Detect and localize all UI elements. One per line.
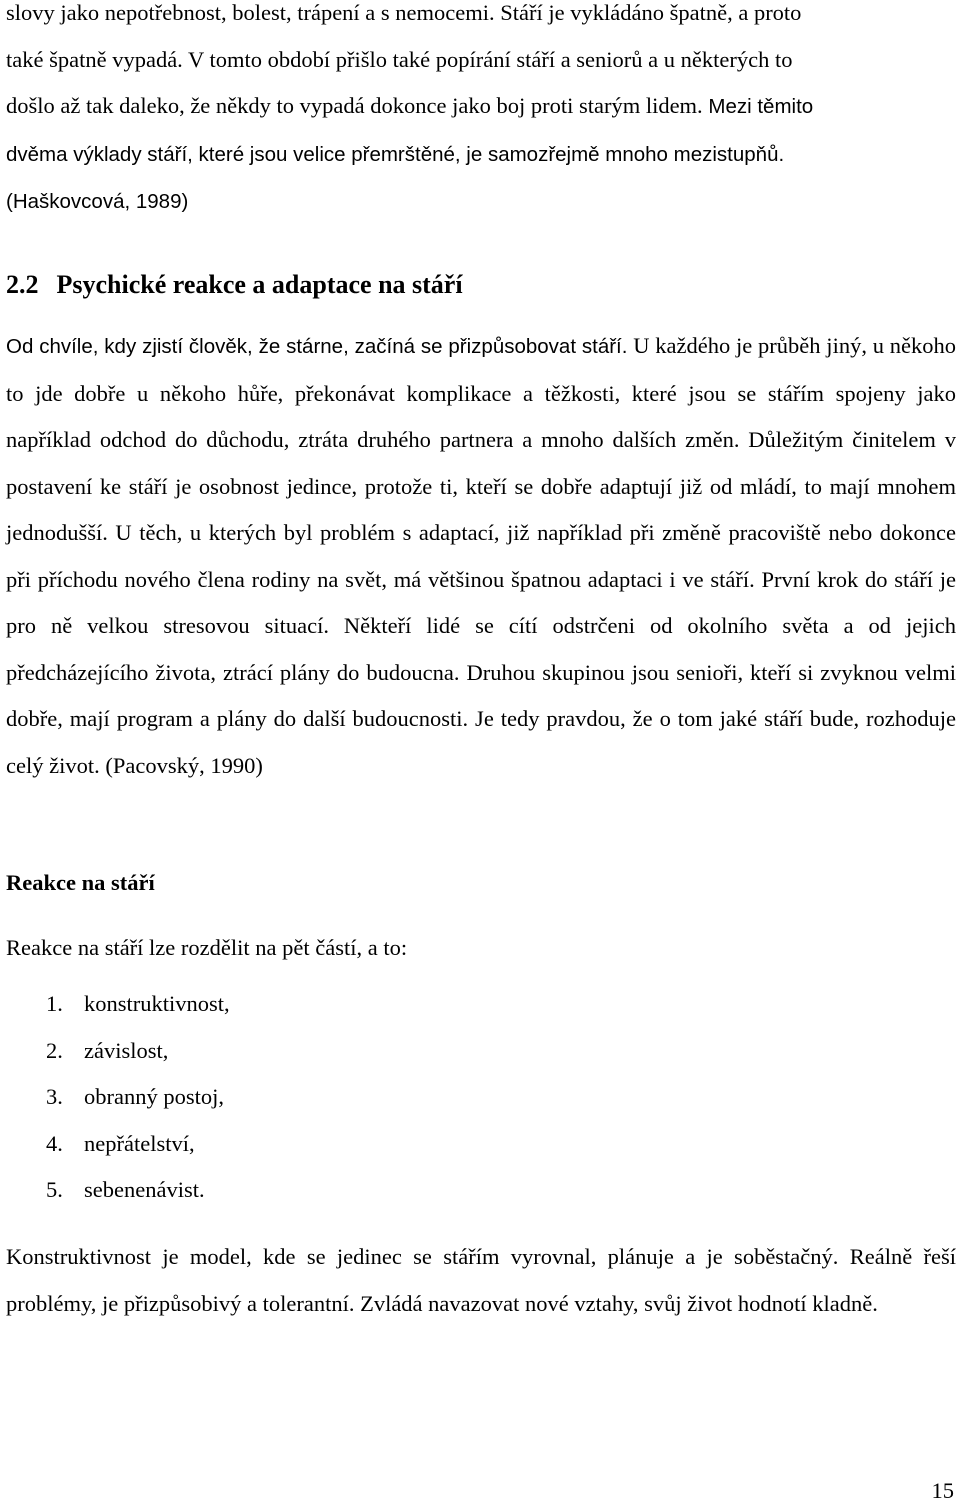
text-line-sans: Mezi těmito [702,95,814,118]
list-item [46,981,230,1028]
paragraph-body: U každého je průběh jiný, u někoho to jde dobře u někoho hůře, překonávat komplikace a těžkosti, které jsou se stářím spojeny jako například odchod do důchodu, ztráta druhého partnera a mnoho dalších změn. Důležitým činitelem v postavení ke stáří je osobnost jedince, protože ti, kteří se dobře adaptují již od mládí, to mají mnohem jednodušší. U těch, u kterých byl problém s adaptací, již například při změně pracoviště nebo dokonce při příchodu nového člena rodiny na svět, má většinou špatnou adaptaci i ve stáří. První krok do stáří je pro ně velkou stresovou situací. Někteří lidé se cítí odstrčeni od okolního světa a od jejich předcházejícího života, ztrácí plány do budoucna. Druhou skupinou jsou senioři, kteří si zvyknou velmi dobře, mají program a plány do další budoucnosti. Je tedy pravdou, že o tom jaké stáří bude, rozhoduje celý život. (Pacovský, 1990) [6,333,957,778]
list-text: obranný postoj, [84,1084,224,1109]
list-item [46,1028,230,1075]
paragraph-continuation [6,0,956,226]
list-number: 5. [46,1177,63,1202]
reactions-list [46,981,230,1214]
list-item [46,1167,230,1214]
list-number: 3. [46,1084,63,1109]
list-number: 2. [46,1037,63,1063]
list-number: 1. [46,991,63,1016]
section-title: Psychické reakce a adaptace na stáří [56,270,463,299]
paragraph-adaptation [6,323,956,789]
list-number: 4. [46,1130,63,1156]
subheading: Reakce na stáří [6,870,155,895]
list-text: konstruktivnost, [84,991,230,1016]
list-intro: Reakce na stáří lze rozdělit na pět částí, a to: [6,935,408,960]
list-text: nepřátelství, [84,1130,195,1156]
text-line-sans: dvěma výklady stáří, které jsou velice přemrštěné, je samozřejmě mnoho mezistupňů. [6,142,785,166]
page-number: 15 [931,1478,954,1503]
list-item [46,1074,230,1121]
text-line: také špatně vypadá. V tomto období přišlo také popírání stáří a seniorů a u některých to [6,46,793,72]
text-line: došlo až tak daleko, že někdy to vypadá dokonce jako boj proti starým lidem. [6,93,703,118]
text-line: slovy jako nepotřebnost, bolest, trápení a s nemocemi. Stáří je vykládáno špatně, a proto [6,0,802,25]
list-text: závislost, [84,1037,169,1063]
list-text: sebenenávist. [84,1177,205,1202]
section-heading [6,270,463,300]
paragraph-constructiveness: Konstruktivnost je model, kde se jedinec se stářím vyrovnal, plánuje a je soběstačný. Reálně řeší problémy, je přizpůsobivý a tolerantní. Zvládá navazovat nové vztahy, svůj život hodnotí kladně. [6,1244,956,1316]
citation: (Haškovcová, 1989) [6,190,189,213]
section-number: 2.2 [6,270,39,299]
paragraph-lead-sans: Od chvíle, kdy zjistí člověk, že stárne, začíná se přizpůsobovat stáří. [6,335,628,358]
list-item [46,1121,230,1168]
